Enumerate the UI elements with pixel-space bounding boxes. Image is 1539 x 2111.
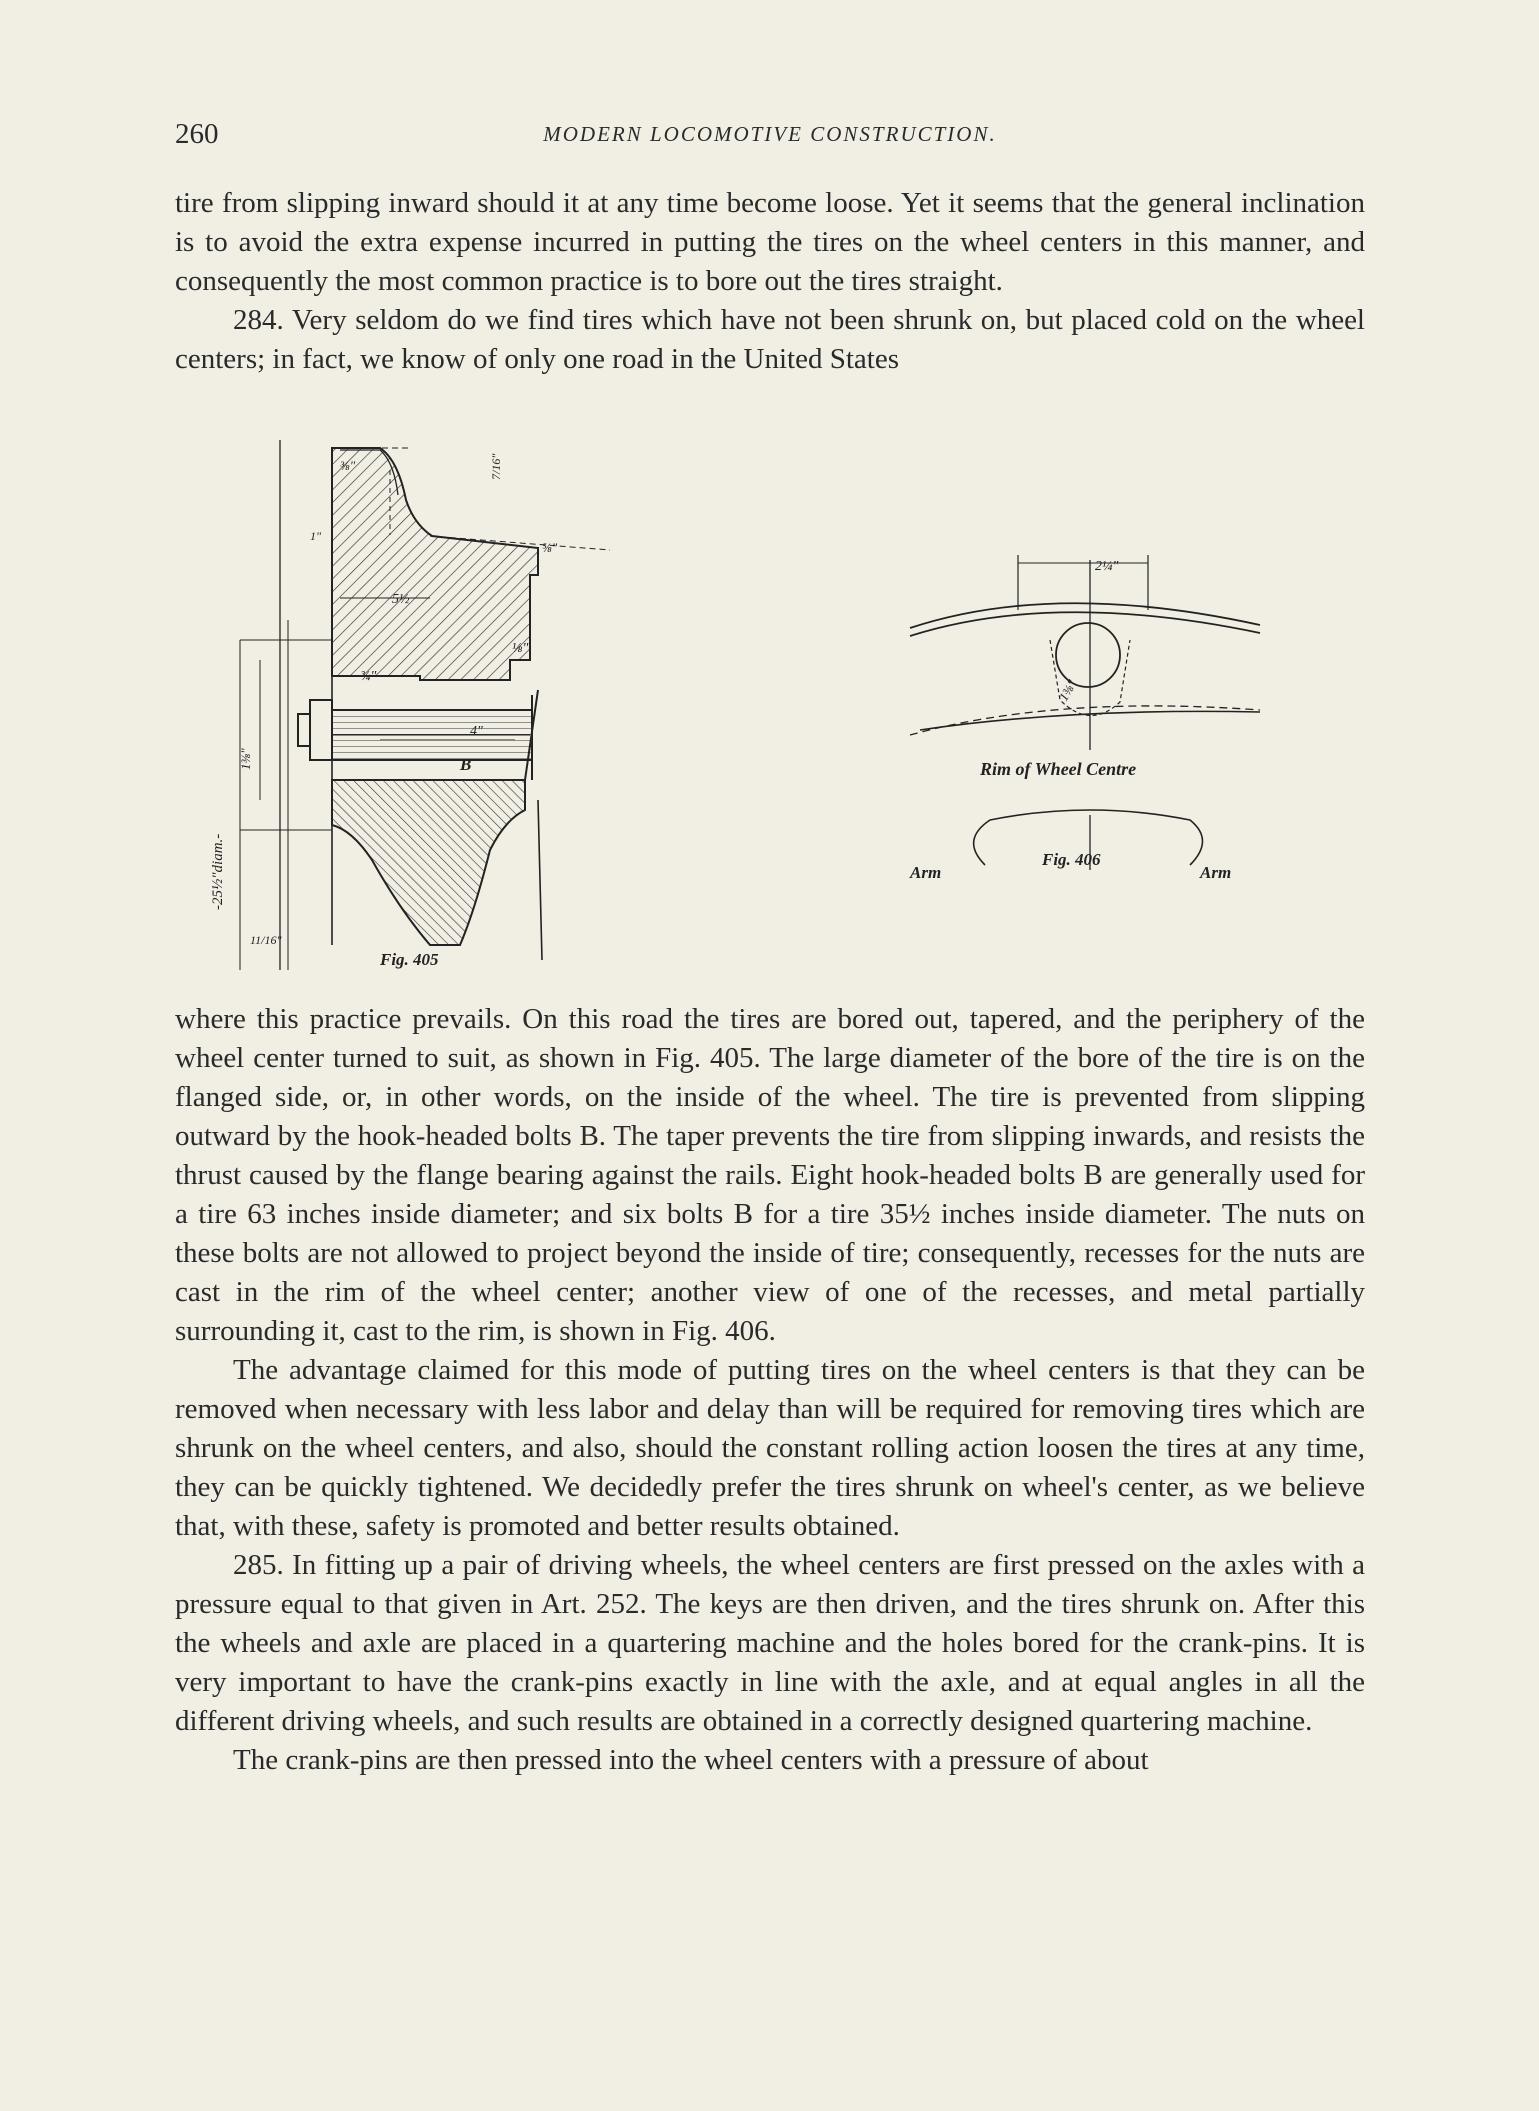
paragraph: The crank-pins are then pressed into the wheel centers with a pressure of about: [233, 1744, 1149, 1776]
arm-right-label: Arm: [1200, 863, 1232, 882]
dim-1-3-8-label: 1⅜": [238, 748, 253, 770]
body-text-top: [175, 184, 1365, 379]
arm-left-label: Arm: [910, 863, 942, 882]
dim-7-16-label: 7/16": [489, 453, 503, 480]
dim-406-1-3-8-label: 1⅜": [1055, 677, 1080, 704]
dim-5-half-label: 5½: [392, 592, 410, 607]
dim-3-4-label: ¾": [360, 669, 377, 684]
page-header: [175, 118, 1365, 158]
body-text-bottom: [175, 1000, 1365, 1780]
fig405-caption: Fig. 405: [380, 950, 439, 969]
paragraph: 284. Very seldom do we find tires which have not been shrunk on, but placed cold on the wheel centers; in fact, we know of only one road in the United States: [175, 304, 1365, 375]
dim-2-quarter-label: 2¼": [1095, 559, 1119, 574]
running-title: MODERN LOCOMOTIVE CONSTRUCTION.: [543, 122, 997, 146]
dim-11-16-label: 11/16": [250, 933, 282, 947]
dim-1-8-label: ⅛": [512, 641, 529, 656]
bolt-b-label: B: [460, 755, 472, 774]
paragraph: The advantage claimed for this mode of putting tires on the wheel centers is that they can be removed when necessary with less labor and delay than will be required for removing tires which are shrunk on the wheel centers, and also, should the constant rolling action loosen the tires at any time, they can be quickly tightened. We decidedly prefer the tires shrunk on wheel's center, as we believe that, with these, safety is promoted and better results obtained.: [175, 1354, 1365, 1542]
dim-diam-label: -25½"diam.-: [210, 833, 226, 910]
paragraph: tire from slipping inward should it at any time become loose. Yet it seems that the general inclination is to avoid the extra expense incurred in putting the tires on the wheel centers in this manner, and consequently the most common practice is to bore out the tires straight.: [175, 187, 1365, 297]
fig406-labels: [909, 559, 1231, 882]
fig406-drawing: [910, 555, 1260, 870]
dim-4-label: 4": [470, 724, 483, 739]
paragraph: 285. In fitting up a pair of driving wheels, the wheel centers are first pressed on the axles with a pressure equal to that given in Art. 252. The keys are then driven, and the tires shrunk on. After this the wheels and axle are placed in a quartering machine and the holes bored for the crank-pins. It is very important to have the crank-pins exactly in line with the axle, and at equal angles in all the different driving wheels, and such results are obtained in a correctly designed quartering machine.: [175, 1549, 1365, 1737]
figure-drawings: [210, 440, 1300, 975]
dim-1-label: 1": [310, 529, 322, 543]
paragraph: where this practice prevails. On this road the tires are bored out, tapered, and the periphery of the wheel center turned to suit, as shown in Fig. 405. The large diameter of the bore of the tire is on the flanged side, or, in other words, on the inside of the wheel. The tire is prevented from slipping outward by the hook-headed bolts B. The taper prevents the tire from slipping inwards, and resists the thrust caused by the flange bearing against the rails. Eight hook-headed bolts B are generally used for a tire 63 inches inside diameter; and six bolts B for a tire 35½ inches inside diameter. The nuts on these bolts are not allowed to project beyond the inside of tire; consequently, recesses for the nuts are cast in the rim of the wheel center; another view of one of the recesses, and metal partially surrounding it, cast to the rim, is shown in Fig. 406.: [175, 1003, 1365, 1347]
figures: [210, 440, 1300, 975]
page-number: 260: [175, 118, 219, 150]
fig405-drawing: [240, 440, 610, 970]
rim-label: Rim of Wheel Centre: [980, 759, 1137, 779]
dim-3-8-label: ⅜": [340, 458, 356, 473]
dim-5-8-label: ⅝": [542, 540, 558, 555]
fig406-caption: Fig. 406: [1042, 850, 1101, 869]
